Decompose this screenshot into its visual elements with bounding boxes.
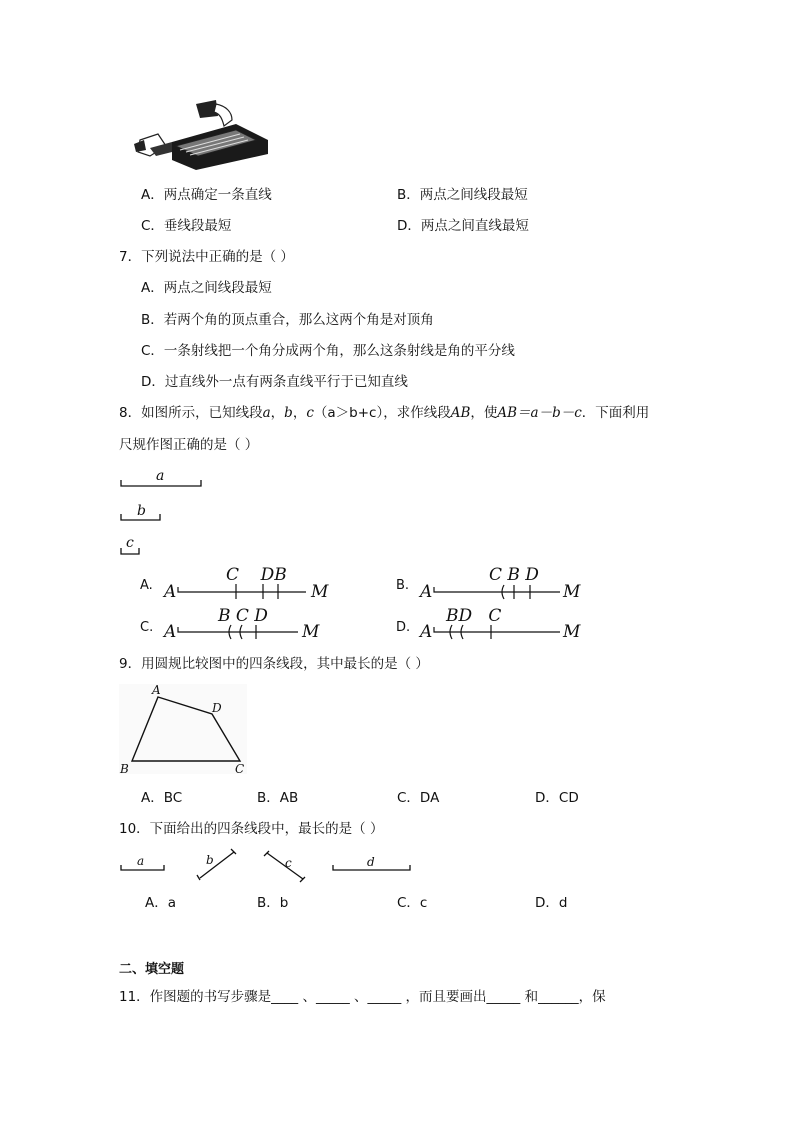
q8-option-c-letter[interactable]: C.: [140, 620, 154, 635]
q8-stem-ab: AB: [450, 405, 471, 421]
q10-option-a[interactable]: A．a: [145, 895, 177, 911]
section-title-fill-in: 二、填空题: [119, 962, 185, 977]
q9-option-d[interactable]: D．CD: [535, 790, 579, 806]
q10-option-d[interactable]: D．d: [535, 895, 568, 911]
q8-stem-c: c: [306, 405, 314, 421]
q6-option-c[interactable]: C．垂线段最短: [141, 218, 232, 234]
q9-vertex-a: A: [152, 683, 161, 697]
q7-option-c[interactable]: C．一条射线把一个角分成两个角，那么这条射线是角的平分线: [141, 343, 515, 359]
q9-vertex-d: D: [212, 701, 222, 715]
q8-b-point-m: M: [563, 582, 581, 602]
q8-stem-sep2: ，: [292, 405, 307, 421]
q8-stem-a: a: [262, 405, 271, 421]
q9-vertex-b: B: [120, 762, 129, 776]
q8-a-point-a: A: [164, 582, 177, 602]
q7-option-d[interactable]: D．过直线外一点有两条直线平行于已知直线: [141, 374, 408, 390]
q10-label-b: b: [206, 853, 214, 867]
q8-option-a-letter[interactable]: A.: [140, 578, 153, 593]
q8-stem-p3: ．下面利用: [581, 405, 650, 421]
q8-d-labels: BD C: [446, 606, 502, 626]
q8-stem-p2: ，使: [470, 405, 498, 421]
q9-option-b[interactable]: B．AB: [257, 790, 299, 806]
q8-d-point-m: M: [563, 622, 581, 642]
segment-c-label: c: [126, 535, 134, 551]
q8-stem-p1: 8．如图所示，已知线段: [119, 405, 263, 421]
q6-option-b[interactable]: B．两点之间线段最短: [397, 187, 528, 203]
q10-stem: 10．下面给出的四条线段中，最长的是（ ）: [119, 821, 384, 837]
q8-c-point-m: M: [302, 622, 320, 642]
segment-a-label: a: [156, 468, 165, 484]
q8-option-b-letter[interactable]: B.: [396, 578, 410, 593]
q7-option-b[interactable]: B．若两个角的顶点重合，那么这两个角是对顶角: [141, 312, 434, 328]
q10-label-c: c: [285, 856, 292, 870]
q8-a-labels: C DB: [226, 565, 287, 585]
q8-stem-cond: （a＞b+c），求作线段: [313, 405, 451, 421]
segment-b-label: b: [137, 503, 146, 519]
q8-option-d-letter[interactable]: D.: [396, 620, 411, 635]
q10-label-a: a: [137, 854, 145, 868]
q9-stem: 9．用圆规比较图中的四条线段，其中最长的是（ ）: [119, 656, 429, 672]
q6-option-a[interactable]: A．两点确定一条直线: [141, 187, 272, 203]
q7-option-a[interactable]: A．两点之间线段最短: [141, 280, 272, 296]
q9-vertex-c: C: [235, 762, 245, 776]
q10-option-b[interactable]: B．b: [257, 895, 289, 911]
q8-a-point-m: M: [311, 582, 329, 602]
q8-stem-eq: AB＝a－b－c: [497, 405, 582, 421]
q6-option-d[interactable]: D．两点之间直线最短: [397, 218, 529, 234]
q10-label-d: d: [367, 855, 375, 869]
q8-stem-sep1: ，: [270, 405, 285, 421]
q11-stem: 11．作图题的书写步骤是____ 、_____ 、_____ ，而且要画出_____ 和______，保: [119, 989, 606, 1005]
q8-stem-b: b: [284, 405, 293, 421]
q8-d-point-a: A: [420, 622, 433, 642]
q8-c-labels: B C D: [218, 606, 268, 626]
q9-option-a[interactable]: A．BC: [141, 790, 183, 806]
q9-option-c[interactable]: C．DA: [397, 790, 440, 806]
q8-b-point-a: A: [420, 582, 433, 602]
q8-c-point-a: A: [164, 622, 177, 642]
q8-stem-line2: 尺规作图正确的是（ ）: [119, 437, 259, 453]
q8-b-labels: C B D: [489, 565, 539, 585]
q10-option-c[interactable]: C．c: [397, 895, 428, 911]
q7-stem: 7．下列说法中正确的是（ ）: [119, 249, 294, 265]
